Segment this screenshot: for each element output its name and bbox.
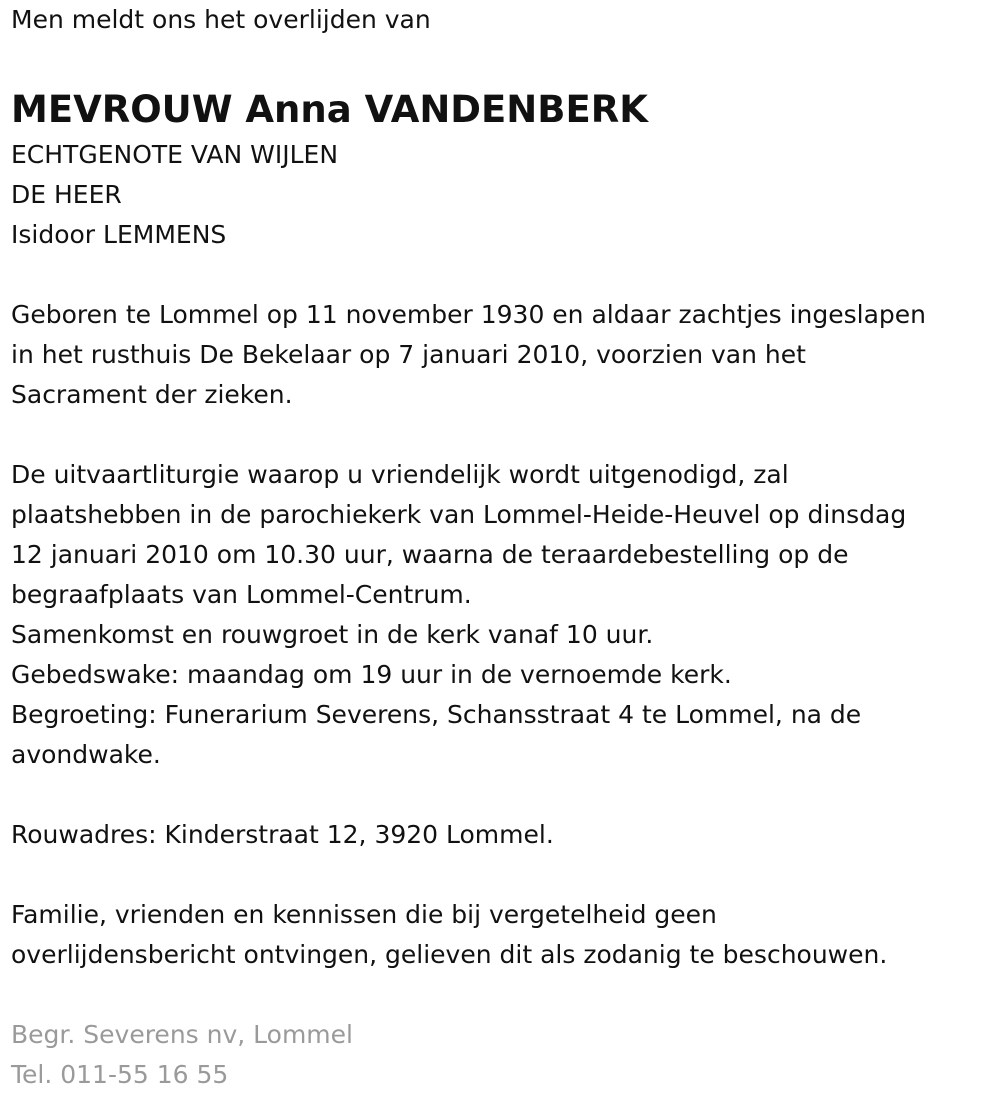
spouse-line: ECHTGENOTE VAN WIJLEN: [11, 140, 339, 169]
birth-line: Sacrament der zieken.: [11, 380, 293, 409]
ceremony-line: Gebedswake: maandag om 19 uur in de vernoemde kerk.: [11, 660, 732, 689]
birth-block: [11, 295, 991, 415]
deceased-name: MEVROUW Anna VANDENBERK: [11, 88, 648, 131]
intro-text: Men meldt ons het overlijden van: [11, 5, 431, 34]
ceremony-line: begraafplaats van Lommel-Centrum.: [11, 580, 472, 609]
ceremony-block: [11, 455, 991, 775]
spacer: [11, 775, 991, 815]
spacer: [11, 975, 991, 1015]
ceremony-line: plaatshebben in de parochiekerk van Lommel-Heide-Heuvel op dinsdag: [11, 500, 907, 529]
closing-line: Familie, vrienden en kennissen die bij vergetelheid geen: [11, 900, 717, 929]
spacer: [11, 415, 991, 455]
closing-block: [11, 895, 991, 975]
spouse-line: DE HEER: [11, 180, 122, 209]
spouse-block: [11, 135, 991, 255]
mourning-address: Rouwadres: Kinderstraat 12, 3920 Lommel.: [11, 820, 554, 849]
footer: [11, 1015, 991, 1095]
spouse-line: Isidoor LEMMENS: [11, 220, 227, 249]
spacer: [11, 40, 991, 85]
spacer: [11, 255, 991, 295]
ceremony-line: avondwake.: [11, 740, 161, 769]
spacer: [11, 855, 991, 895]
funeral-home: Begr. Severens nv, Lommel: [11, 1020, 353, 1049]
obituary-notice: [11, 0, 991, 1095]
ceremony-line: Samenkomst en rouwgroet in de kerk vanaf 10 uur.: [11, 620, 654, 649]
birth-line: in het rusthuis De Bekelaar op 7 januari 2010, voorzien van het: [11, 340, 806, 369]
ceremony-line: Begroeting: Funerarium Severens, Schansstraat 4 te Lommel, na de: [11, 700, 862, 729]
funeral-home-phone: Tel. 011-55 16 55: [11, 1060, 229, 1089]
ceremony-line: De uitvaartliturgie waarop u vriendelijk wordt uitgenodigd, zal: [11, 460, 789, 489]
closing-line: overlijdensbericht ontvingen, gelieven dit als zodanig te beschouwen.: [11, 940, 888, 969]
birth-line: Geboren te Lommel op 11 november 1930 en aldaar zachtjes ingeslapen: [11, 300, 927, 329]
ceremony-line: 12 januari 2010 om 10.30 uur, waarna de teraardebestelling op de: [11, 540, 849, 569]
